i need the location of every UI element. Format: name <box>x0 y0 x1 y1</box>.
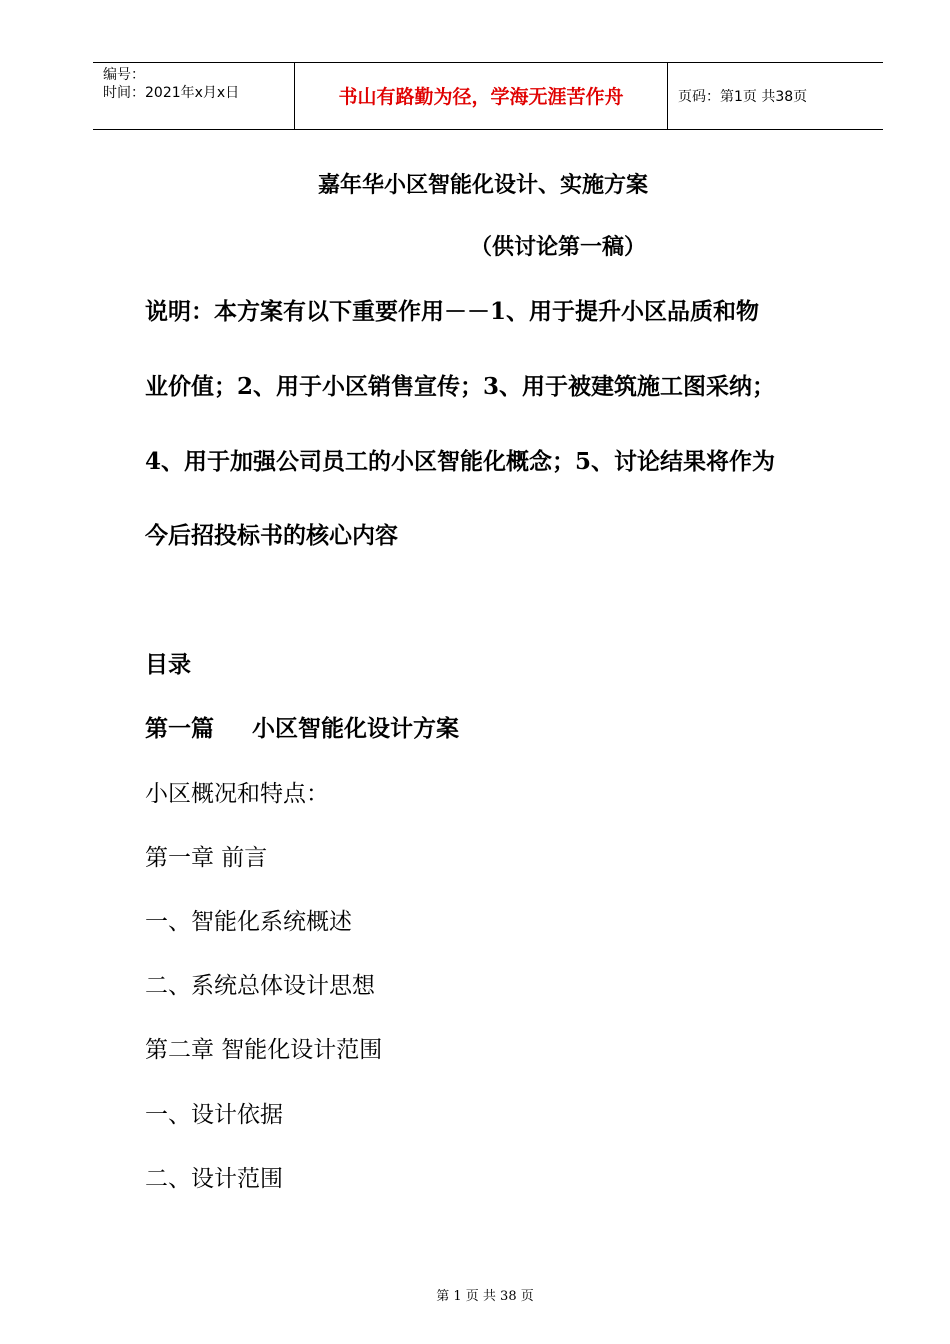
time-label: 时间：2021年x月x日 <box>103 85 240 101</box>
toc-part-number: 第一篇 <box>145 715 214 742</box>
toc-entry: 小区概况和特点： <box>145 781 329 807</box>
toc-entry: 一、智能化系统概述 <box>145 909 352 935</box>
toc-heading: 目录 <box>145 651 191 678</box>
editor-label: 编号： <box>103 67 145 83</box>
toc-part-title: 小区智能化设计方案 <box>252 715 459 742</box>
header-motto: 书山有路勤为径，学海无涯苦作舟 <box>338 86 624 108</box>
toc-entry: 二、设计范围 <box>145 1166 283 1192</box>
toc-entry: 第二章 智能化设计范围 <box>145 1037 383 1063</box>
header-page-cell <box>668 63 883 129</box>
toc-part-heading <box>145 714 459 744</box>
description-line: 4、用于加强公司员工的小区智能化概念；5、讨论结果将作为 <box>145 448 776 475</box>
toc-entry: 二、系统总体设计思想 <box>145 973 375 999</box>
description-line: 说明：本方案有以下重要作用－－1、用于提升小区品质和物 <box>145 298 760 325</box>
header-motto-cell <box>295 63 668 129</box>
description-line: 业价值；2、用于小区销售宣传；3、用于被建筑施工图采纳； <box>145 373 776 400</box>
header-page-info: 页码：第1页 共38页 <box>678 89 808 105</box>
toc-entry: 一、设计依据 <box>145 1102 283 1128</box>
page-header <box>93 62 883 130</box>
page-footer: 第 1 页 共 38 页 <box>436 1289 534 1304</box>
header-meta-cell <box>93 63 295 129</box>
document-subtitle: （供讨论第一稿） <box>470 234 647 260</box>
description-line: 今后招投标书的核心内容 <box>145 522 398 549</box>
document-title: 嘉年华小区智能化设计、实施方案 <box>317 172 648 198</box>
toc-entry: 第一章 前言 <box>145 845 268 871</box>
